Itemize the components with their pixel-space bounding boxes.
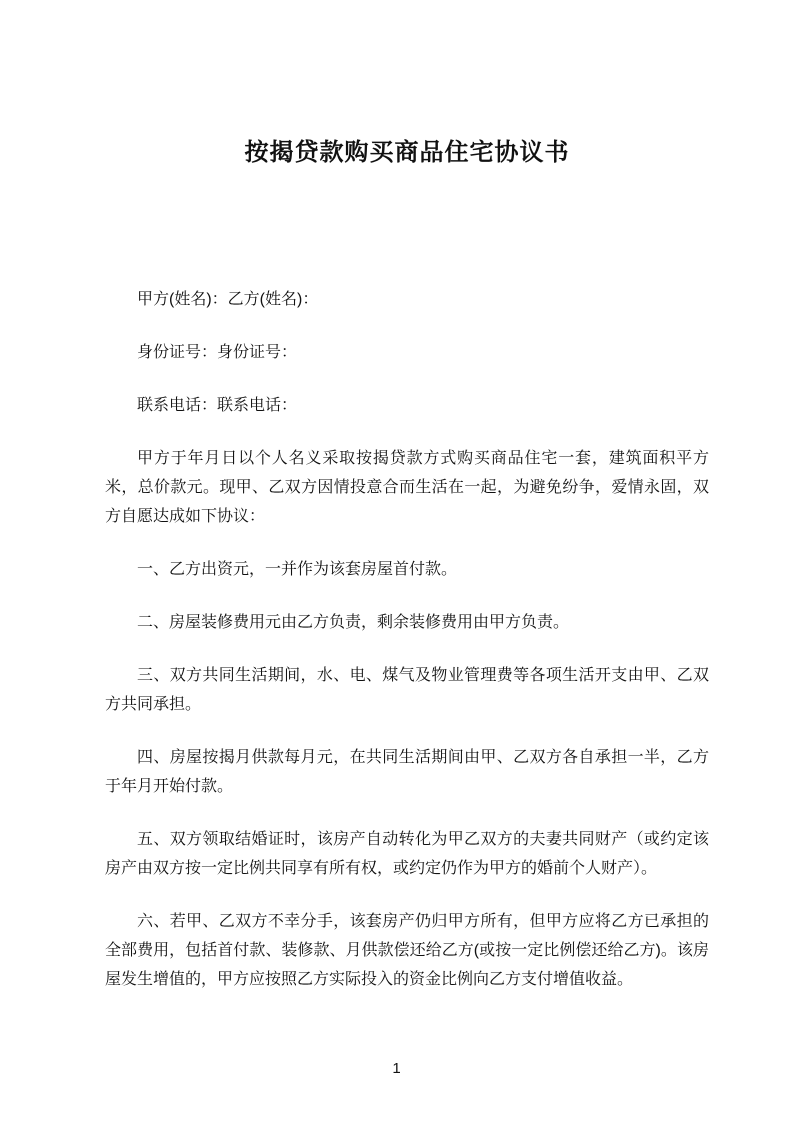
paragraph-party-names: 甲方(姓名)：乙方(姓名)： [137, 291, 319, 308]
document-body [105, 285, 709, 994]
paragraph-clause-5: 五、双方领取结婚证时，该房产自动转化为甲乙双方的夫妻共同财产（或约定该房产由双方按一定比例共同享有所有权，或约定仍作为甲方的婚前个人财产）。 [105, 831, 709, 877]
paragraph-clause-1: 一、乙方出资元，一并作为该套房屋首付款。 [137, 561, 458, 578]
page-number: 1 [392, 1060, 401, 1077]
paragraph-preamble: 甲方于年月日以个人名义采取按揭贷款方式购买商品住宅一套，建筑面积平方米，总价款元。现甲、乙双方因情投意合而生活在一起，为避免纷争，爱情永固，双方自愿达成如下协议： [105, 450, 709, 525]
paragraph-clause-3: 三、双方共同生活期间，水、电、煤气及物业管理费等各项生活开支由甲、乙双方共同承担。 [105, 667, 709, 713]
paragraph-id-numbers: 身份证号：身份证号： [137, 344, 298, 361]
document-title: 按揭贷款购买商品住宅协议书 [244, 139, 570, 166]
paragraph-clause-2: 二、房屋装修费用元由乙方负责，剩余装修费用由甲方负责。 [137, 614, 570, 631]
paragraph-clause-4: 四、房屋按揭月供款每月元，在共同生活期间由甲、乙双方各自承担一半，乙方于年月开始付款。 [105, 749, 709, 795]
paragraph-clause-6: 六、若甲、乙双方不幸分手，该套房产仍归甲方所有，但甲方应将乙方已承担的全部费用，包括首付款、装修款、月供款偿还给乙方(或按一定比例偿还给乙方)。该房屋发生增值的，甲方应按照乙方实际投入的资金比例向乙方支付增值收益。 [105, 913, 709, 988]
paragraph-phone-numbers: 联系电话：联系电话： [137, 397, 298, 414]
